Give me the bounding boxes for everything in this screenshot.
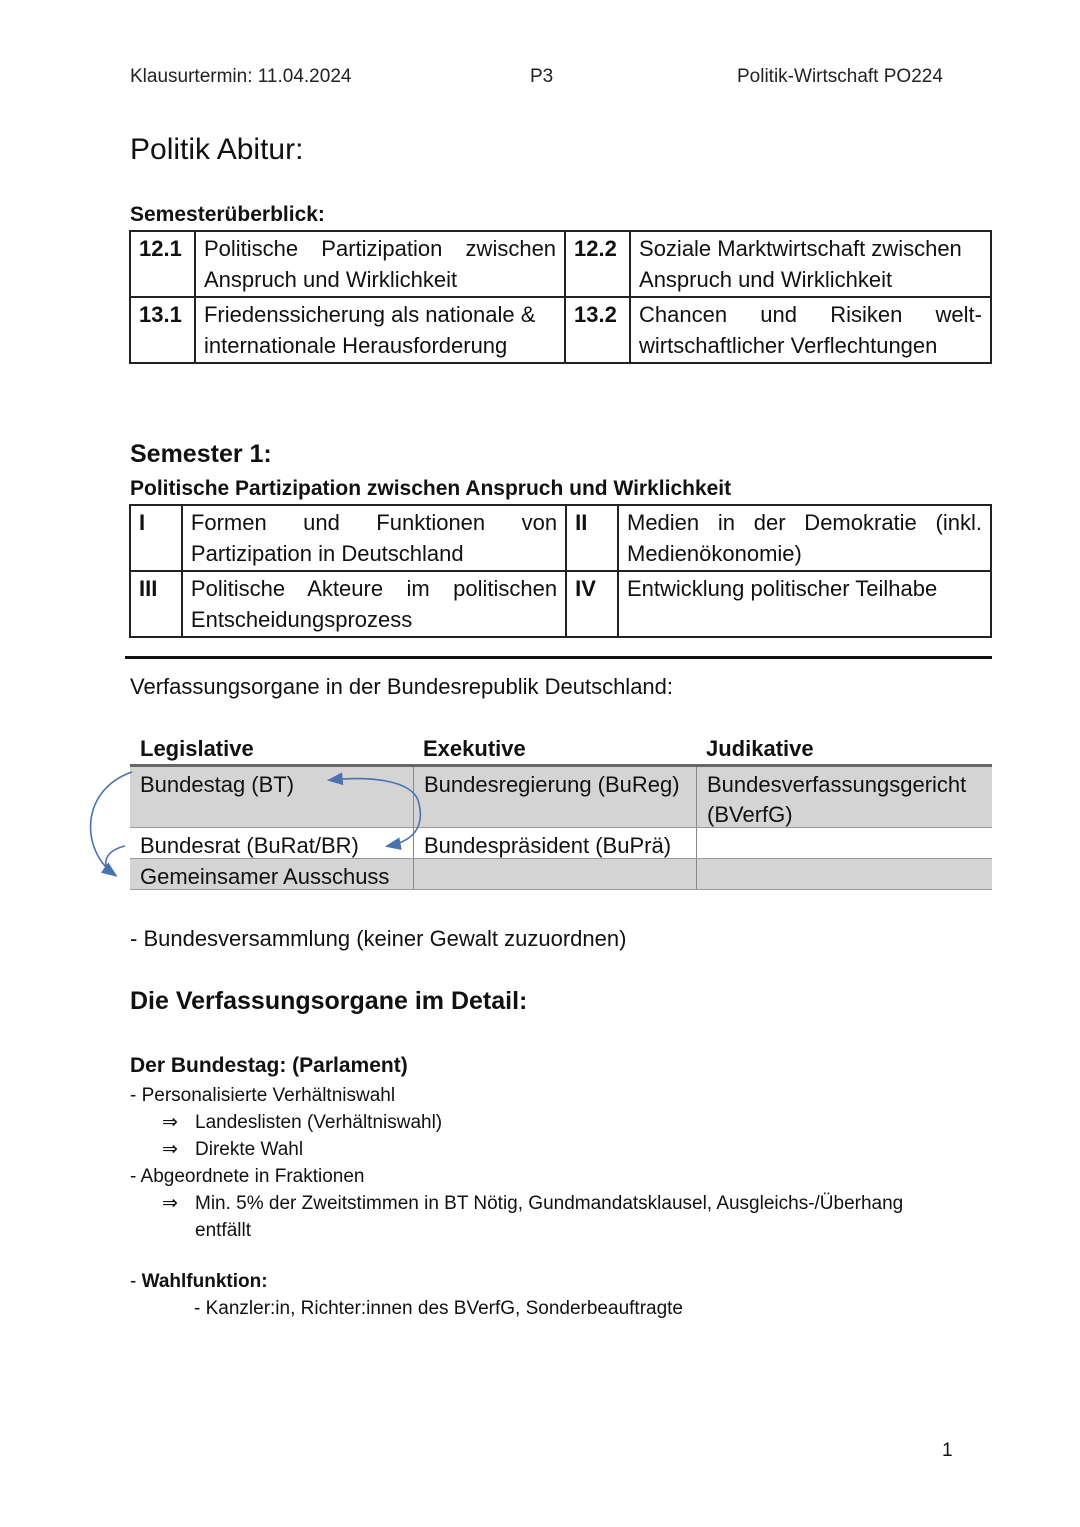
list-item: - Personalisierte Verhältniswahl (130, 1085, 396, 1106)
organ-cell: Gemeinsamer Ausschuss (140, 864, 390, 889)
list-item: - Kanzler:in, Richter:innen des BVerfG, Sonderbeauftragte (194, 1298, 683, 1319)
semester-number: 13.2 (565, 297, 630, 363)
semester-topic: Politische Partizipation zwischen Anspruch und Wirklichkeit (195, 231, 565, 297)
semester-topic: Friedenssicherung als nationale & internationale Herausforderung (195, 297, 565, 363)
unit-topic: Politische Akteure im politischen Entscheidungsprozess (182, 571, 566, 637)
bundestag-heading: Der Bundestag: (Parlament) (130, 1054, 408, 1077)
list-item: ⇒ Min. 5% der Zweitstimmen in BT Nötig, Gundmandatsklausel, Ausgleichs-/Überhang entfällt (162, 1190, 950, 1244)
implies-arrow-icon: ⇒ (162, 1193, 178, 1214)
bundesversammlung-note: - Bundesversammlung (keiner Gewalt zuzuordnen) (130, 926, 627, 951)
page-title: Politik Abitur: (130, 133, 304, 166)
list-item: ⇒ Landeslisten (Verhältniswahl) (162, 1109, 950, 1136)
header-subject: Politik-Wirtschaft PO224 (737, 66, 943, 87)
organ-cell: Bundestag (BT) (140, 772, 295, 797)
semester1-heading: Semester 1: (130, 440, 272, 468)
semester1-subheading: Politische Partizipation zwischen Anspruch und Wirklichkeit (130, 477, 732, 500)
organs-intro: Verfassungsorgane in der Bundesrepublik Deutschland: (130, 674, 674, 699)
unit-topic: Entwicklung politischer Teilhabe (618, 571, 991, 637)
column-header-legislative: Legislative (140, 736, 254, 761)
semester-topic: Chancen und Risiken welt-wirtschaftlicher Verflechtungen (630, 297, 991, 363)
organ-cell: Bundesverfassungsgericht (BVerfG) (696, 767, 992, 827)
semester-topic: Soziale Marktwirtschaft zwischen Anspruch und Wirklichkeit (630, 231, 991, 297)
list-item: - Abgeordnete in Fraktionen (130, 1166, 365, 1187)
header-exam-date: Klausurtermin: 11.04.2024 (130, 66, 352, 87)
organ-cell: Bundesrat (BuRat/BR) (140, 833, 359, 858)
unit-number: IV (566, 571, 618, 637)
implies-arrow-icon: ⇒ (162, 1139, 178, 1160)
unit-number: I (130, 505, 182, 571)
wahlfunktion-label: Wahlfunktion: (141, 1271, 268, 1292)
semester-number: 13.1 (130, 297, 195, 363)
unit-number: II (566, 505, 618, 571)
detail-heading: Die Verfassungsorgane im Detail: (130, 987, 528, 1015)
header-course-code: P3 (530, 66, 554, 87)
bundestag-notes (130, 1082, 950, 1322)
overview-heading: Semesterüberblick: (130, 203, 325, 226)
column-header-executive: Exekutive (423, 736, 526, 761)
organ-cell: Bundesregierung (BuReg) (413, 767, 696, 827)
column-header-judicative: Judikative (706, 736, 814, 761)
implies-arrow-icon: ⇒ (162, 1112, 178, 1133)
list-item: - Wahlfunktion: (130, 1271, 268, 1292)
semester-number: 12.1 (130, 231, 195, 297)
list-item: ⇒ Direkte Wahl (162, 1136, 950, 1163)
organ-cell: Bundespräsident (BuPrä) (413, 828, 696, 858)
unit-number: III (130, 571, 182, 637)
unit-topic: Formen und Funktionen von Partizipation in Deutschland (182, 505, 566, 571)
semester-number: 12.2 (565, 231, 630, 297)
page-number: 1 (942, 1440, 953, 1461)
unit-topic: Medien in der Demokratie (inkl. Medienökonomie) (618, 505, 991, 571)
